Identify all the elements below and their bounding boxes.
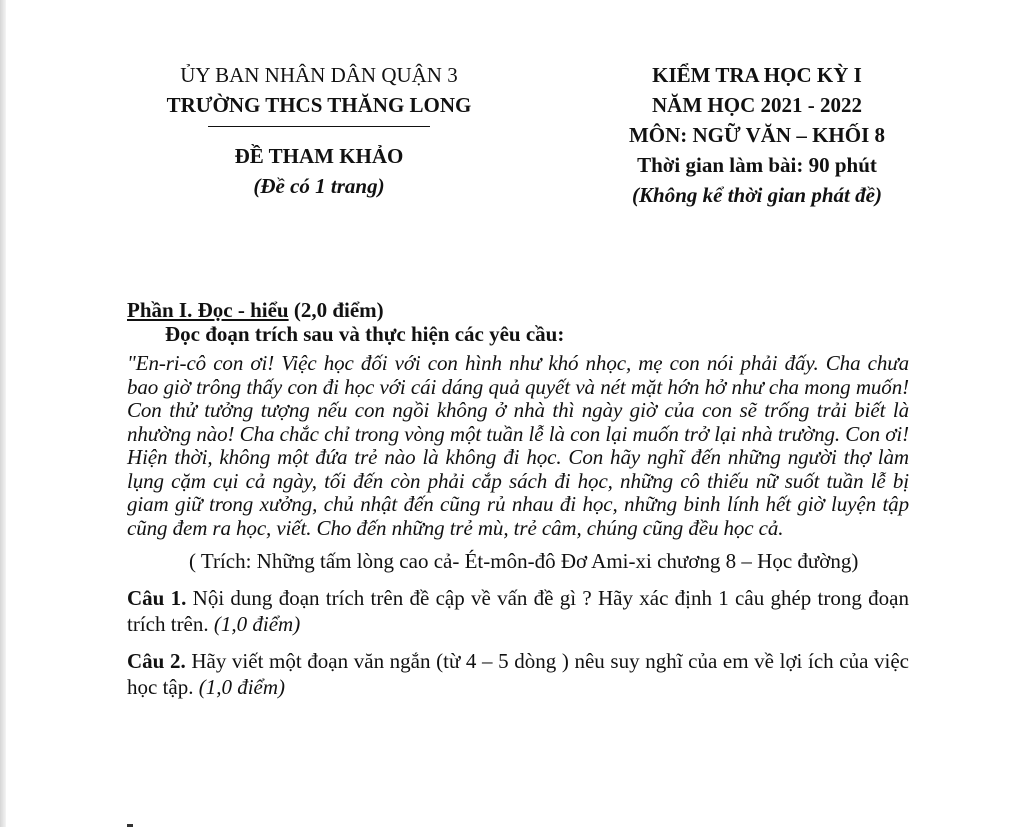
excerpt-passage: "En-ri-cô con ơi! Việc học đối với con hình như khó nhọc, mẹ con nói phải đấy. Cha chưa bao giờ trông thấy con đi học với cái dáng quả quyết và nét mặt hớn hở như cha mong muốn! Con thử tưởng tượng nếu con ngồi không ở nhà thì ngày giờ của con sẽ trống trải biết là nhường nào! Cha chắc chỉ trong vòng một tuần lễ là con lại muốn trở lại nhà trường. Con ơi! Hiện thời, không một đứa trẻ nào là không đi học. Con hãy nghĩ đến những người thợ làm lụng cặm cụi cả ngày, tối đến còn phải cắp sách đi học, những cô thiếu nữ suốt tuần lễ bị giam giữ trong xưởng, chủ nhật đến cũng rủ nhau đi học, những binh lính hết giờ luyện tập cũng đem ra học, viết. Cho đến những trẻ mù, trẻ câm, chúng cũng đều học cả.	[127, 351, 909, 540]
header-divider	[208, 126, 430, 127]
question-text: Nội dung đoạn trích trên đề cập về vấn đề gì ? Hãy xác định 1 câu ghép trong đoạn trích trên.	[127, 586, 909, 636]
question-2	[127, 648, 909, 700]
school-name: TRƯỜNG THCS THĂNG LONG	[166, 93, 472, 117]
section-instruction: Đọc đoạn trích sau và thực hiện các yêu cầu:	[165, 322, 565, 346]
page-count-note: (Đề có 1 trang)	[253, 174, 385, 198]
exam-body	[127, 298, 909, 700]
question-label: Câu 2.	[127, 649, 186, 673]
section-title-underlined: Phần I. Đọc - hiểu	[127, 298, 289, 322]
time-note: (Không kể thời gian phát đề)	[632, 183, 882, 207]
school-year: NĂM HỌC 2021 - 2022	[652, 93, 862, 117]
question-1	[127, 585, 909, 637]
question-points: (1,0 điểm)	[198, 675, 286, 699]
section-title	[127, 298, 909, 322]
question-points: (1,0 điểm)	[213, 612, 301, 636]
subject-grade: MÔN: NGỮ VĂN – KHỐI 8	[628, 123, 886, 147]
district-committee: ỦY BAN NHÂN DÂN QUẬN 3	[180, 63, 458, 87]
header-right	[590, 60, 924, 210]
excerpt-source: ( Trích: Những tấm lòng cao cả- Ét-môn-đô Đơ Ami-xi chương 8 – Học đường)	[189, 549, 859, 573]
question-label: Câu 1.	[127, 586, 187, 610]
exam-type: ĐỀ THAM KHẢO	[234, 144, 404, 168]
section-points: (2,0 điểm)	[288, 298, 384, 322]
time-limit: Thời gian làm bài: 90 phút	[637, 153, 877, 177]
exam-title: KIỂM TRA HỌC KỲ I	[652, 63, 862, 87]
header-left	[126, 60, 512, 201]
cut-off-next-line	[127, 814, 527, 827]
question-text: Hãy viết một đoạn văn ngắn (từ 4 – 5 dòng ) nêu suy nghĩ của em về lợi ích của việc học tập.	[127, 649, 909, 699]
